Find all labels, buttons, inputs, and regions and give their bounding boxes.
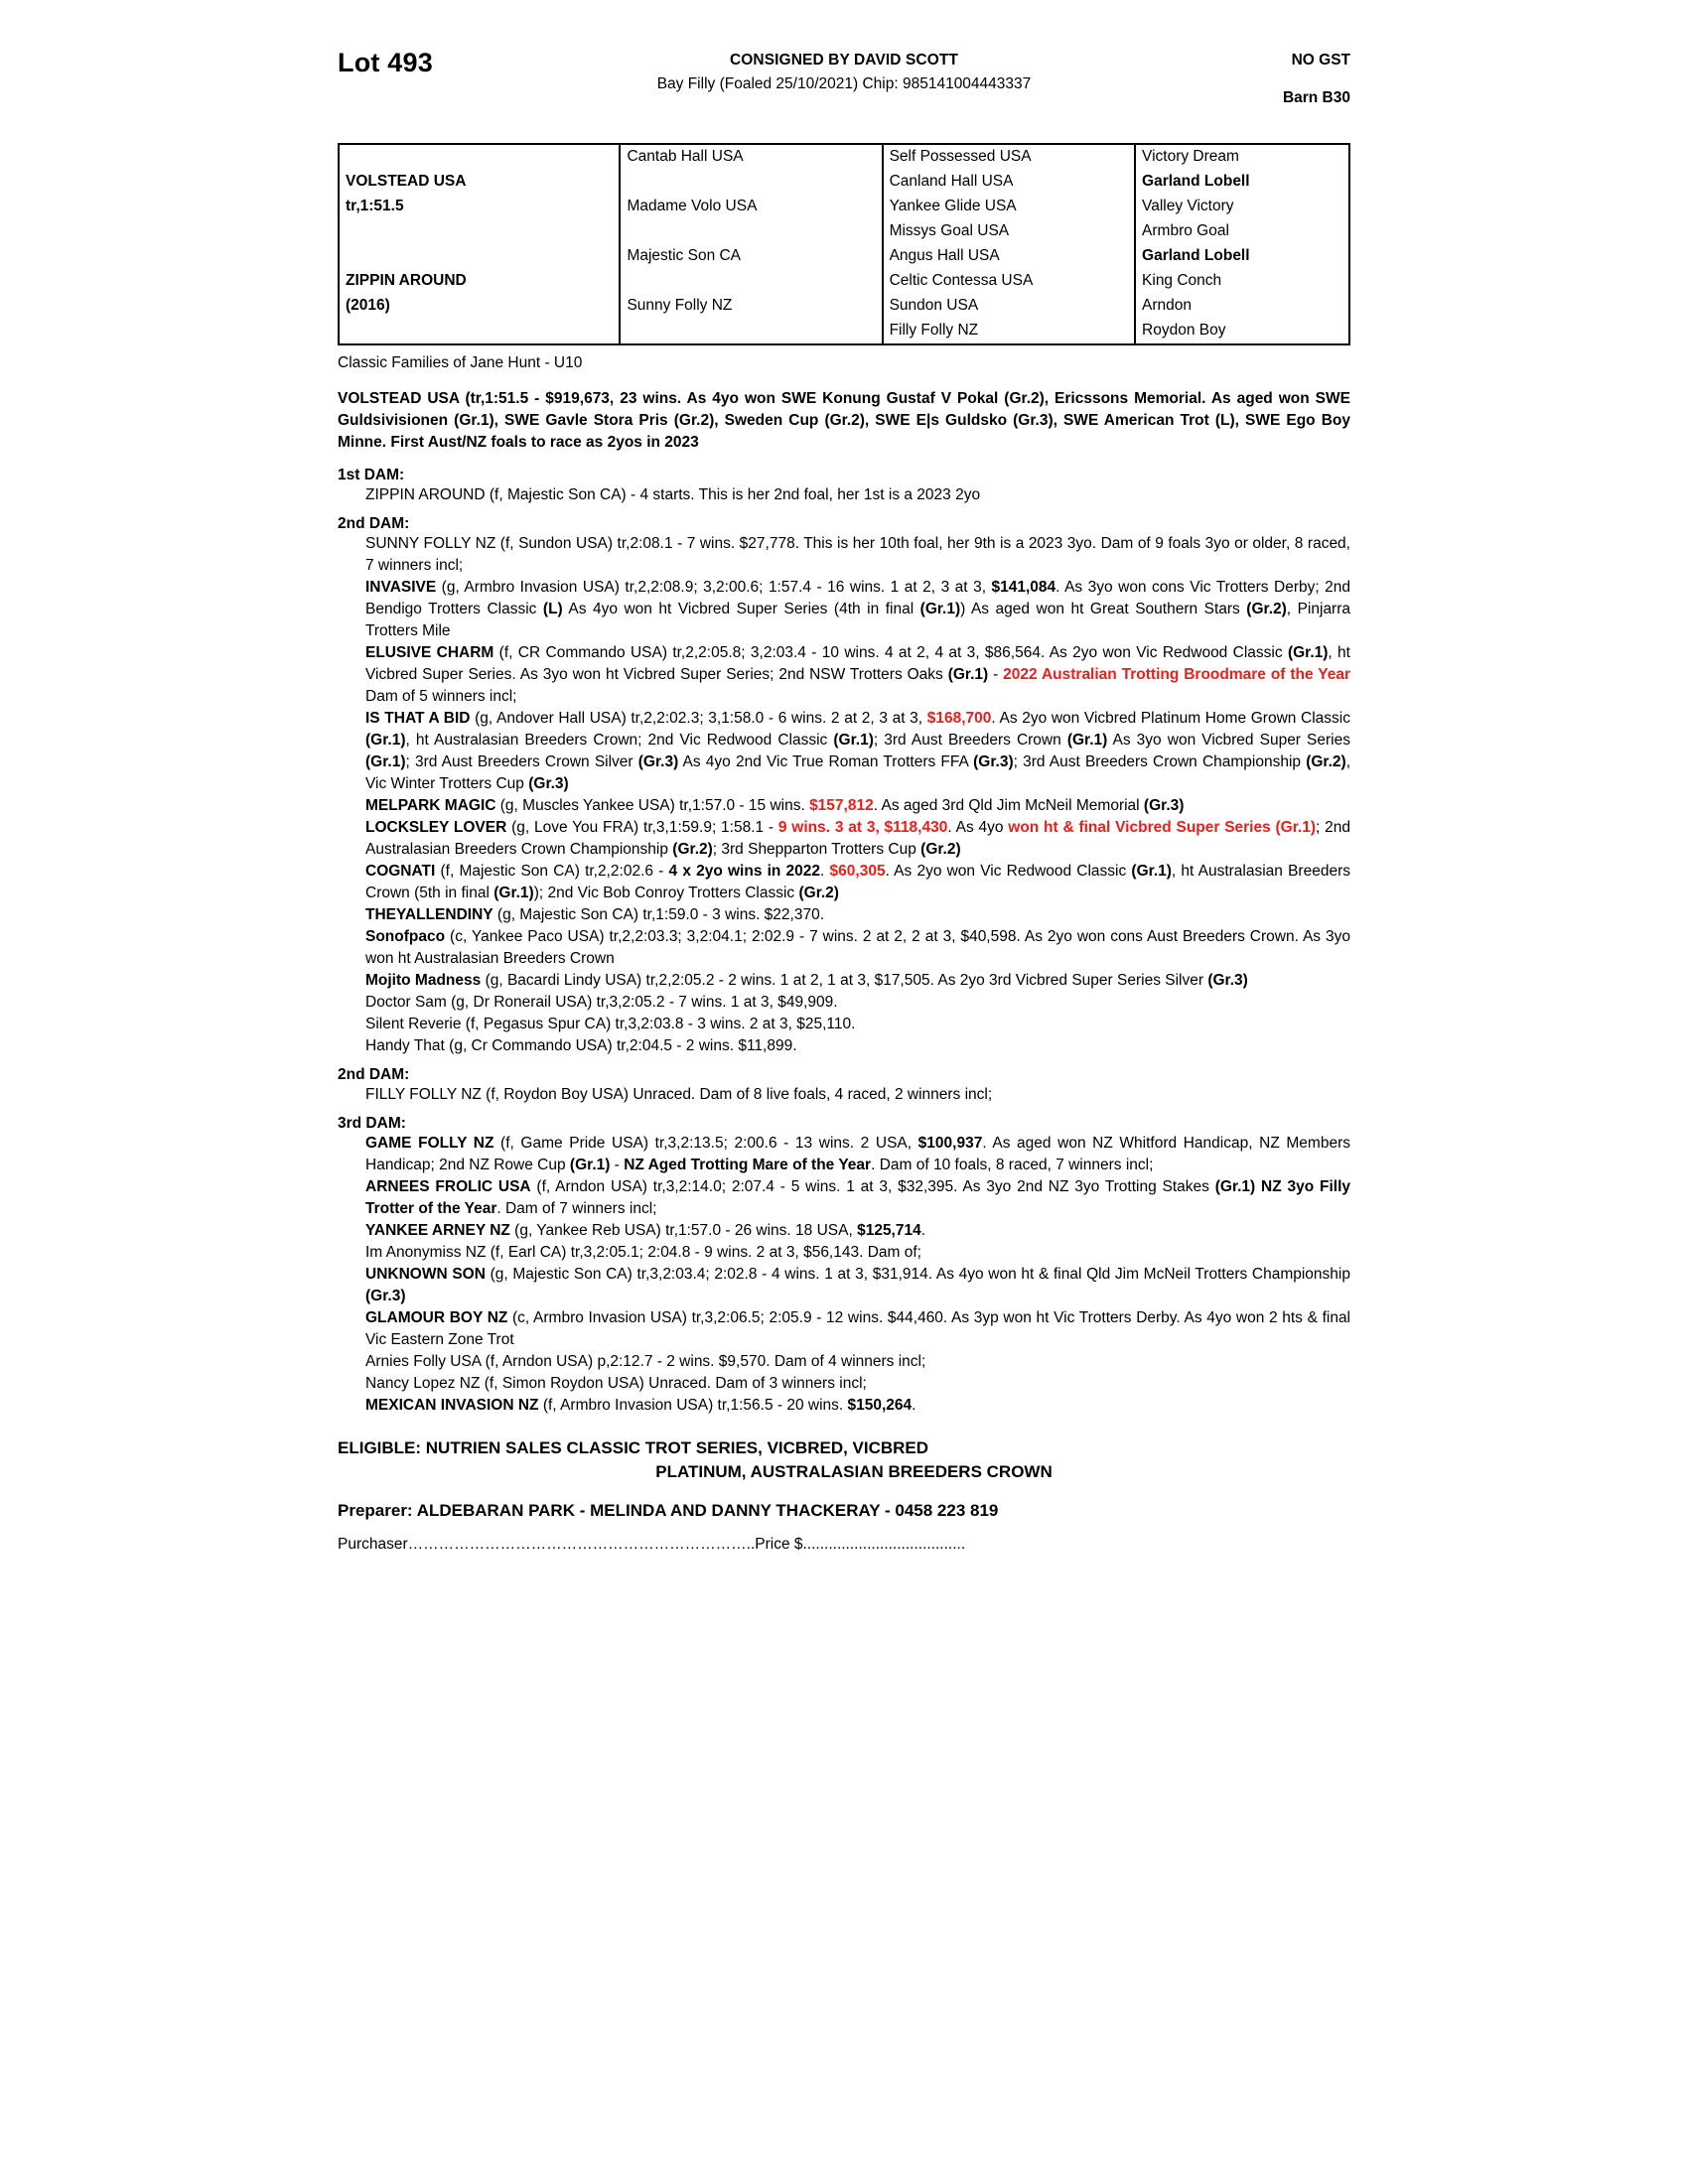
entry-name: ARNEES FROLIC USA xyxy=(365,1178,531,1196)
progeny-entry xyxy=(338,577,1350,642)
pedigree-cell: Garland Lobell xyxy=(1142,173,1250,190)
entry-text: (g, Majestic Son CA) tr,3,2:03.4; 2:02.8 - 4 wins. 1 at 3, $31,914. As 4yo won ht & final Qld Jim McNeil Trotters Championship xyxy=(485,1266,1350,1284)
progeny-entry xyxy=(338,926,1350,970)
progeny-entry xyxy=(338,817,1350,861)
entry-text: (Gr.3) xyxy=(1143,797,1185,815)
entry-text: (Gr.2) xyxy=(798,885,839,902)
entry-text: . As 3yo won cons Vic Trotters Derby; 2nd Bendigo Trotters Classic xyxy=(365,579,1350,618)
pedigree-row xyxy=(340,319,1348,343)
entry-text: , Pinjarra Trotters Mile xyxy=(365,601,1351,640)
pedigree-cell xyxy=(340,145,620,170)
entry-text: (g, Yankee Reb USA) tr,1:57.0 - 26 wins. 18 USA, xyxy=(509,1222,858,1240)
preparer-line: Preparer: ALDEBARAN PARK - MELINDA AND DANNY THACKERAY - 0458 223 819 xyxy=(338,1501,999,1521)
barn-number: Barn B30 xyxy=(1282,89,1350,106)
entry-text: . As 2yo won Vic Redwood Classic xyxy=(885,863,1132,881)
entry-text: ); 2nd Vic Bob Conroy Trotters Classic xyxy=(533,885,799,902)
first-dam-heading: 1st DAM: xyxy=(338,467,405,484)
pedigree-cell: Sunny Folly NZ xyxy=(620,294,882,319)
entry-text: (Gr.1) xyxy=(569,1157,611,1174)
entry-name: ZIPPIN AROUND xyxy=(365,486,486,504)
filly-folly-entry xyxy=(338,1084,1350,1106)
pedigree-cell: (2016) xyxy=(340,294,620,319)
entry-name: Arnies Folly USA xyxy=(365,1353,482,1371)
entry-text: ; 2nd Australasian Breeders Crown Championship xyxy=(365,819,1350,859)
progeny-entry xyxy=(338,708,1350,795)
second-dam-entry xyxy=(338,533,1350,577)
entry-text: (f, Game Pride USA) tr,3,2:13.5; 2:00.6 - 13 wins. 2 USA, xyxy=(493,1135,918,1153)
entry-text: (f, Simon Roydon USA) Unraced. Dam of 3 winners incl; xyxy=(480,1375,867,1393)
entry-text: (g, Armbro Invasion USA) tr,2,2:08.9; 3,2:00.6; 1:57.4 - 16 wins. 1 at 2, 3 at 3, xyxy=(436,579,992,597)
entry-text: $125,714 xyxy=(857,1222,921,1240)
entry-text: ) As aged won ht Great Southern Stars xyxy=(960,601,1247,618)
progeny-entry xyxy=(338,1307,1350,1351)
pedigree-cell: Celtic Contessa USA xyxy=(883,269,1135,294)
progeny-entry xyxy=(338,1220,1350,1242)
entry-name: THEYALLENDINY xyxy=(365,906,493,924)
entry-text: , ht Vicbred Super Series. As 3yo won ht Vicbred Super Series; 2nd NSW Trotters Oaks xyxy=(365,644,1350,684)
pedigree-row xyxy=(340,219,1348,244)
entry-text: (Gr.2) xyxy=(672,841,713,859)
pedigree-cell: Canland Hall USA xyxy=(883,170,1135,195)
entry-name: SUNNY FOLLY NZ xyxy=(365,535,496,553)
eligibility-line-2: PLATINUM, AUSTRALASIAN BREEDERS CROWN xyxy=(655,1462,1053,1482)
progeny-entry xyxy=(338,1242,1350,1264)
entry-text: (g, Dr Ronerail USA) tr,3,2:05.2 - 7 wins. 1 at 3, $49,909. xyxy=(446,994,838,1012)
progeny-entry xyxy=(338,1035,1350,1057)
entry-text: (Gr.1) xyxy=(833,732,874,750)
entry-text: (Gr.2) xyxy=(1246,601,1287,618)
entry-text: (c, Armbro Invasion USA) tr,3,2:06.5; 2:05.9 - 12 wins. $44,460. As 3yp won ht Vic Trotters Derby. As 4yo won 2 hts & final Vic Eastern Zone Trot xyxy=(365,1309,1351,1349)
pedigree-cell: Filly Folly NZ xyxy=(883,319,1135,343)
entry-text: (g, Bacardi Lindy USA) tr,2,2:05.2 - 2 wins. 1 at 2, 1 at 3, $17,505. As 2yo 3rd Vicbred Super Series Silver xyxy=(481,972,1208,990)
entry-text: (Gr.1) xyxy=(493,885,534,902)
entry-name: Sonofpaco xyxy=(365,928,446,946)
entry-text: (Gr.1) xyxy=(1131,863,1172,881)
entry-text: (Gr.3) xyxy=(528,775,569,793)
pedigree-row xyxy=(340,294,1348,319)
catalogue-sheet xyxy=(338,48,1350,1554)
entry-name: Mojito Madness xyxy=(365,972,482,990)
entry-text: , ht Australasian Breeders Crown (5th in final xyxy=(365,863,1350,902)
entry-text: - xyxy=(988,666,1004,684)
classic-families: Classic Families of Jane Hunt - U10 xyxy=(338,354,583,371)
entry-text: As 3yo won Vicbred Super Series xyxy=(1107,732,1350,750)
entry-text: (Gr.3) xyxy=(973,753,1014,771)
entry-text: 4 x 2yo wins in 2022 xyxy=(668,863,821,881)
entry-text: (f, Pegasus Spur CA) tr,3,2:03.8 - 3 wins. 2 at 3, $25,110. xyxy=(461,1016,856,1033)
entry-text: . xyxy=(920,1222,926,1240)
progeny-list-b xyxy=(338,1133,1350,1417)
entry-text: (g, Majestic Son CA) tr,1:59.0 - 3 wins. $22,370. xyxy=(492,906,825,924)
entry-text: $168,700 xyxy=(926,710,992,728)
horse-description: Bay Filly (Foaled 25/10/2021) Chip: 985141004443337 xyxy=(656,75,1032,92)
entry-text: (f, Roydon Boy USA) Unraced. Dam of 8 live foals, 4 raced, 2 winners incl; xyxy=(481,1086,993,1104)
pedigree-table xyxy=(338,143,1350,345)
progeny-entry xyxy=(338,904,1350,926)
entry-text: (Gr.1) xyxy=(919,601,961,618)
entry-text: (g, Muscles Yankee USA) tr,1:57.0 - 15 wins. xyxy=(495,797,810,815)
second-dam-heading: 2nd DAM: xyxy=(338,515,410,533)
progeny-entry xyxy=(338,861,1350,904)
entry-text: (Gr.3) xyxy=(365,1288,406,1305)
first-dam-entry xyxy=(338,484,1350,506)
entry-name: Nancy Lopez NZ xyxy=(365,1375,481,1393)
progeny-entry xyxy=(338,1264,1350,1307)
page-header xyxy=(338,48,1350,129)
lot-number: Lot 493 xyxy=(338,48,433,77)
entry-text: (Gr.3) xyxy=(1207,972,1248,990)
entry-text: NZ Aged Trotting Mare of the Year xyxy=(624,1157,872,1174)
entry-text: (L) xyxy=(542,601,563,618)
pedigree-cell: Angus Hall USA xyxy=(883,244,1135,269)
progeny-list-a xyxy=(338,577,1350,1057)
entry-name: UNKNOWN SON xyxy=(365,1266,486,1284)
third-dam-heading: 3rd DAM: xyxy=(338,1115,406,1133)
progeny-entry xyxy=(338,1133,1350,1176)
progeny-entry xyxy=(338,1351,1350,1373)
entry-text: 9 wins. 3 at 3, $118,430 xyxy=(777,819,948,837)
entry-name: YANKEE ARNEY NZ xyxy=(365,1222,510,1240)
entry-name: GAME FOLLY NZ xyxy=(365,1135,494,1153)
pedigree-cell: tr,1:51.5 xyxy=(340,195,620,219)
entry-text: (g, Love You FRA) tr,3,1:59.9; 1:58.1 - xyxy=(506,819,778,837)
entry-text: $141,084 xyxy=(991,579,1056,597)
entry-text: (f, Majestic Son CA) tr,2,2:02.6 - xyxy=(435,863,669,881)
pedigree-cell: Arndon xyxy=(1142,297,1193,314)
entry-text: . As 2yo won Vicbred Platinum Home Grown Classic xyxy=(991,710,1350,728)
pedigree-cell xyxy=(620,170,882,195)
entry-text: (Gr.1) xyxy=(365,732,406,750)
progeny-entry xyxy=(338,1014,1350,1035)
progeny-entry xyxy=(338,642,1350,708)
entry-text: . xyxy=(912,1397,916,1415)
entry-name: Im Anonymiss NZ xyxy=(365,1244,487,1262)
purchaser-line: Purchaser…………………………………………………………..Price $...................................... xyxy=(338,1536,966,1554)
entry-text: 2022 Australian Trotting Broodmare of the Year xyxy=(1003,666,1350,684)
entry-text: won ht & final Vicbred Super Series (Gr.1) xyxy=(1008,819,1317,837)
entry-text: (f, Sundon USA) tr,2:08.1 - 7 wins. $27,778. This is her 10th foal, her 9th is a 2023 3yo. Dam of 9 foals 3yo or older, 8 raced, 7 winners incl; xyxy=(365,535,1350,575)
entry-text: ; 3rd Shepparton Trotters Cup xyxy=(712,841,921,859)
entry-text: $157,812 xyxy=(809,797,874,815)
pedigree-row xyxy=(340,195,1348,219)
entry-name: INVASIVE xyxy=(365,579,437,597)
entry-text: As 4yo 2nd Vic True Roman Trotters FFA xyxy=(678,753,974,771)
progeny-entry xyxy=(338,1373,1350,1395)
pedigree-cell: Valley Victory xyxy=(1142,198,1234,214)
entry-text: (f, Majestic Son CA) - 4 starts. This is her 2nd foal, her 1st is a 2023 2yo xyxy=(485,486,981,504)
pedigree-cell: Victory Dream xyxy=(1142,148,1239,165)
pedigree-cell: King Conch xyxy=(1142,272,1222,289)
entry-text: . xyxy=(820,863,830,881)
progeny-entry xyxy=(338,795,1350,817)
entry-text: (Gr.2) xyxy=(920,841,961,859)
pedigree-row xyxy=(340,145,1348,170)
second-dam-heading-b: 2nd DAM: xyxy=(338,1066,410,1084)
entry-text: (Gr.1) NZ 3yo Filly Trotter of the Year xyxy=(365,1178,1351,1218)
entry-name: Silent Reverie xyxy=(365,1016,462,1033)
entry-text: (f, Arndon USA) p,2:12.7 - 2 wins. $9,570. Dam of 4 winners incl; xyxy=(481,1353,926,1371)
pedigree-cell: Majestic Son CA xyxy=(620,244,882,269)
pedigree-cell xyxy=(340,319,620,343)
pedigree-cell: Missys Goal USA xyxy=(883,219,1135,244)
eligibility-note xyxy=(338,1436,1350,1484)
entry-text: (g, Cr Commando USA) tr,2:04.5 - 2 wins. $11,899. xyxy=(444,1037,797,1055)
entry-text: (f, CR Commando USA) tr,2,2:05.8; 3,2:03.4 - 10 wins. 4 at 2, 4 at 3, $86,564. As 2yo won Vic Redwood Classic xyxy=(493,644,1288,662)
pedigree-cell: Garland Lobell xyxy=(1142,247,1250,264)
entry-text: (f, Arndon USA) tr,3,2:14.0; 2:07.4 - 5 wins. 1 at 3, $32,395. As 3yo 2nd NZ 3yo Trotting Stakes xyxy=(530,1178,1215,1196)
pedigree-cell: Cantab Hall USA xyxy=(620,145,882,170)
pedigree-cell xyxy=(620,219,882,244)
pedigree-cell xyxy=(340,244,620,269)
entry-name: IS THAT A BID xyxy=(365,710,471,728)
entry-name: GLAMOUR BOY NZ xyxy=(365,1309,508,1327)
progeny-entry xyxy=(338,1395,1350,1417)
pedigree-cell: Self Possessed USA xyxy=(883,145,1135,170)
progeny-entry xyxy=(338,1176,1350,1220)
pedigree-row xyxy=(340,269,1348,294)
entry-text: (f, Armbro Invasion USA) tr,1:56.5 - 20 wins. xyxy=(538,1397,848,1415)
entry-name: ELUSIVE CHARM xyxy=(365,644,494,662)
entry-text: . As 4yo xyxy=(947,819,1009,837)
entry-text: (Gr.1) xyxy=(947,666,989,684)
entry-name: LOCKSLEY LOVER xyxy=(365,819,507,837)
entry-text: ; 3rd Aust Breeders Crown Silver xyxy=(405,753,638,771)
entry-text: (Gr.2) xyxy=(1306,753,1346,771)
pedigree-cell xyxy=(620,319,882,343)
pedigree-cell: Madame Volo USA xyxy=(620,195,882,219)
gst-status: NO GST xyxy=(1291,52,1350,68)
entry-text: . Dam of 10 foals, 8 raced, 7 winners incl; xyxy=(871,1157,1154,1174)
entry-text: . As aged 3rd Qld Jim McNeil Memorial xyxy=(873,797,1144,815)
entry-text: (f, Earl CA) tr,3,2:05.1; 2:04.8 - 9 wins. 2 at 3, $56,143. Dam of; xyxy=(486,1244,921,1262)
consignor-label: CONSIGNED BY DAVID SCOTT xyxy=(729,52,959,68)
entry-name: Handy That xyxy=(365,1037,445,1055)
entry-text: ; 3rd Aust Breeders Crown Championship xyxy=(1013,753,1307,771)
pedigree-row xyxy=(340,170,1348,195)
entry-text: , Vic Winter Trotters Cup xyxy=(365,753,1351,793)
pedigree-cell xyxy=(340,219,620,244)
entry-text: . Dam of 7 winners incl; xyxy=(496,1200,657,1218)
entry-name: Doctor Sam xyxy=(365,994,447,1012)
entry-text: (Gr.1) xyxy=(1287,644,1329,662)
eligibility-line-1: ELIGIBLE: NUTRIEN SALES CLASSIC TROT SERIES, VICBRED, VICBRED xyxy=(338,1438,929,1458)
entry-text: $60,305 xyxy=(829,863,886,881)
entry-text: . As aged won NZ Whitford Handicap, NZ Members Handicap; 2nd NZ Rowe Cup xyxy=(365,1135,1350,1174)
pedigree-cell: Yankee Glide USA xyxy=(883,195,1135,219)
progeny-entry xyxy=(338,970,1350,992)
entry-text: (Gr.1) xyxy=(1066,732,1108,750)
entry-text: , ht Australasian Breeders Crown; 2nd Vic Redwood Classic xyxy=(405,732,834,750)
sire-blurb: VOLSTEAD USA (tr,1:51.5 - $919,673, 23 wins. As 4yo won SWE Konung Gustaf V Pokal (Gr.2), Ericssons Memorial. As aged won SWE Guldsivisionen (Gr.1), SWE Gavle Stora Pris (Gr.2), Sweden Cup (Gr.2), SWE E|s Guldsko (Gr.3), SWE American Trot (L), SWE Ego Boy Minne. First Aust/NZ foals to race as 2yos in 2023 xyxy=(338,390,1350,452)
pedigree-cell: VOLSTEAD USA xyxy=(340,170,620,195)
pedigree-cell: Sundon USA xyxy=(883,294,1135,319)
entry-text: ; 3rd Aust Breeders Crown xyxy=(873,732,1067,750)
entry-name: MEXICAN INVASION NZ xyxy=(365,1397,539,1415)
pedigree-cell: Roydon Boy xyxy=(1142,322,1226,339)
entry-text: $100,937 xyxy=(917,1135,983,1153)
progeny-entry xyxy=(338,992,1350,1014)
pedigree-cell xyxy=(620,269,882,294)
entry-name: COGNATI xyxy=(365,863,436,881)
entry-text: - xyxy=(610,1157,625,1174)
entry-text: (g, Andover Hall USA) tr,2,2:02.3; 3,1:58.0 - 6 wins. 2 at 2, 3 at 3, xyxy=(470,710,927,728)
entry-name: MELPARK MAGIC xyxy=(365,797,496,815)
pedigree-row xyxy=(340,244,1348,269)
entry-text: Dam of 5 winners incl; xyxy=(365,688,517,706)
entry-text: (Gr.3) xyxy=(637,753,679,771)
pedigree-cell: Armbro Goal xyxy=(1142,222,1229,239)
entry-name: FILLY FOLLY NZ xyxy=(365,1086,482,1104)
pedigree-cell: ZIPPIN AROUND xyxy=(340,269,620,294)
entry-text: As 4yo won ht Vicbred Super Series (4th in final xyxy=(562,601,920,618)
entry-text: $150,264 xyxy=(847,1397,913,1415)
entry-text: (Gr.1) xyxy=(365,753,406,771)
entry-text: (c, Yankee Paco USA) tr,2,2:03.3; 3,2:04.1; 2:02.9 - 7 wins. 2 at 2, 2 at 3, $40,598. As 2yo won cons Aust Breeders Crown. As 3yo won ht Australasian Breeders Crown xyxy=(365,928,1350,968)
